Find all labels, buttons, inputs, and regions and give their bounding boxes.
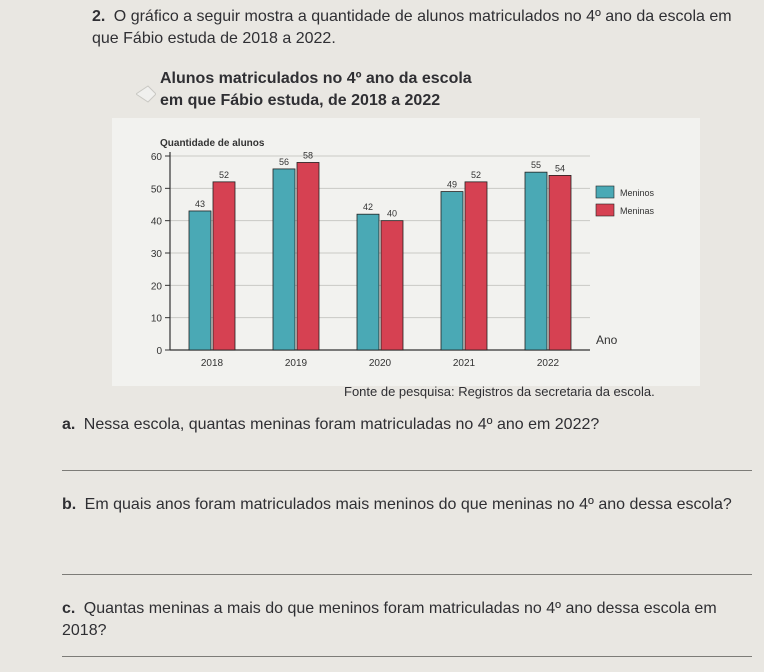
data-label-meninas-2022: 54 bbox=[554, 163, 566, 174]
data-label-meninas-2021: 52 bbox=[470, 169, 482, 180]
bar-meninas-2019 bbox=[297, 162, 319, 350]
answer-line-c[interactable] bbox=[62, 656, 752, 657]
data-label-meninos-2021: 49 bbox=[446, 179, 458, 190]
legend-swatch-meninos bbox=[596, 186, 614, 198]
question-a-letter: a. bbox=[62, 416, 76, 433]
x-tick-label-2020: 2020 bbox=[368, 358, 392, 369]
bar-chart bbox=[112, 60, 700, 386]
question-c-letter: c. bbox=[62, 600, 76, 617]
question-c-text: Quantas meninas a mais do que meninos foram matriculadas no 4º ano dessa escola em 2018? bbox=[62, 600, 717, 639]
answer-line-b[interactable] bbox=[62, 574, 752, 575]
legend-label-meninas: Meninas bbox=[620, 206, 655, 216]
bar-meninas-2018 bbox=[213, 182, 235, 350]
chart-title-line2: em que Fábio estuda, de 2018 a 2022 bbox=[160, 92, 441, 109]
bar-meninos-2018 bbox=[189, 211, 211, 350]
bar-meninas-2020 bbox=[381, 221, 403, 350]
x-tick-label-2019: 2019 bbox=[284, 358, 308, 369]
data-label-meninos-2019: 56 bbox=[278, 156, 290, 167]
legend-swatch-meninas bbox=[596, 204, 614, 216]
bar-meninos-2020 bbox=[357, 214, 379, 350]
problem-number: 2. bbox=[92, 8, 106, 25]
data-label-meninas-2020: 40 bbox=[386, 208, 398, 219]
y-tick-label: 0 bbox=[156, 346, 162, 357]
x-axis-label: Ano bbox=[596, 333, 618, 347]
y-tick-label: 40 bbox=[150, 216, 162, 228]
legend-label-meninos: Meninos bbox=[620, 188, 655, 198]
bar-meninos-2021 bbox=[441, 192, 463, 350]
problem-text: O gráfico a seguir mostra a quantidade de alunos matriculados no 4º ano da escola em que Fábio estuda de 2018 a 2022. bbox=[92, 8, 732, 47]
question-c bbox=[62, 598, 752, 642]
question-b bbox=[62, 494, 752, 516]
answer-line-a[interactable] bbox=[62, 470, 752, 471]
data-label-meninos-2020: 42 bbox=[362, 202, 374, 213]
y-tick-label: 60 bbox=[150, 152, 162, 163]
question-b-letter: b. bbox=[62, 496, 77, 513]
data-label-meninos-2022: 55 bbox=[530, 160, 542, 171]
chart-title-line1: Alunos matriculados no 4º ano da escola bbox=[160, 70, 472, 87]
data-label-meninos-2018: 43 bbox=[194, 198, 206, 209]
x-tick-label-2022: 2022 bbox=[536, 358, 560, 369]
y-tick-label: 10 bbox=[150, 313, 162, 325]
data-label-meninas-2018: 52 bbox=[218, 169, 230, 180]
y-tick-label: 50 bbox=[150, 184, 162, 196]
bar-meninos-2022 bbox=[525, 172, 547, 350]
question-a bbox=[62, 414, 752, 436]
question-a-text: Nessa escola, quantas meninas foram matriculadas no 4º ano em 2022? bbox=[83, 416, 600, 433]
chart-source: Fonte de pesquisa: Registros da secretaria da escola. bbox=[344, 384, 655, 399]
question-b-text: Em quais anos foram matriculados mais meninos do que meninas no 4º ano dessa escola? bbox=[84, 496, 732, 513]
problem-statement bbox=[92, 6, 752, 50]
x-tick-label-2021: 2021 bbox=[452, 358, 476, 369]
bar-meninos-2019 bbox=[273, 169, 295, 350]
y-axis-label: Quantidade de alunos bbox=[160, 138, 265, 149]
y-tick-label: 20 bbox=[150, 281, 162, 293]
x-tick-label-2018: 2018 bbox=[200, 358, 224, 369]
data-label-meninas-2019: 58 bbox=[302, 150, 314, 161]
bar-meninas-2021 bbox=[465, 182, 487, 350]
bar-meninas-2022 bbox=[549, 175, 571, 350]
y-tick-label: 30 bbox=[150, 249, 162, 260]
